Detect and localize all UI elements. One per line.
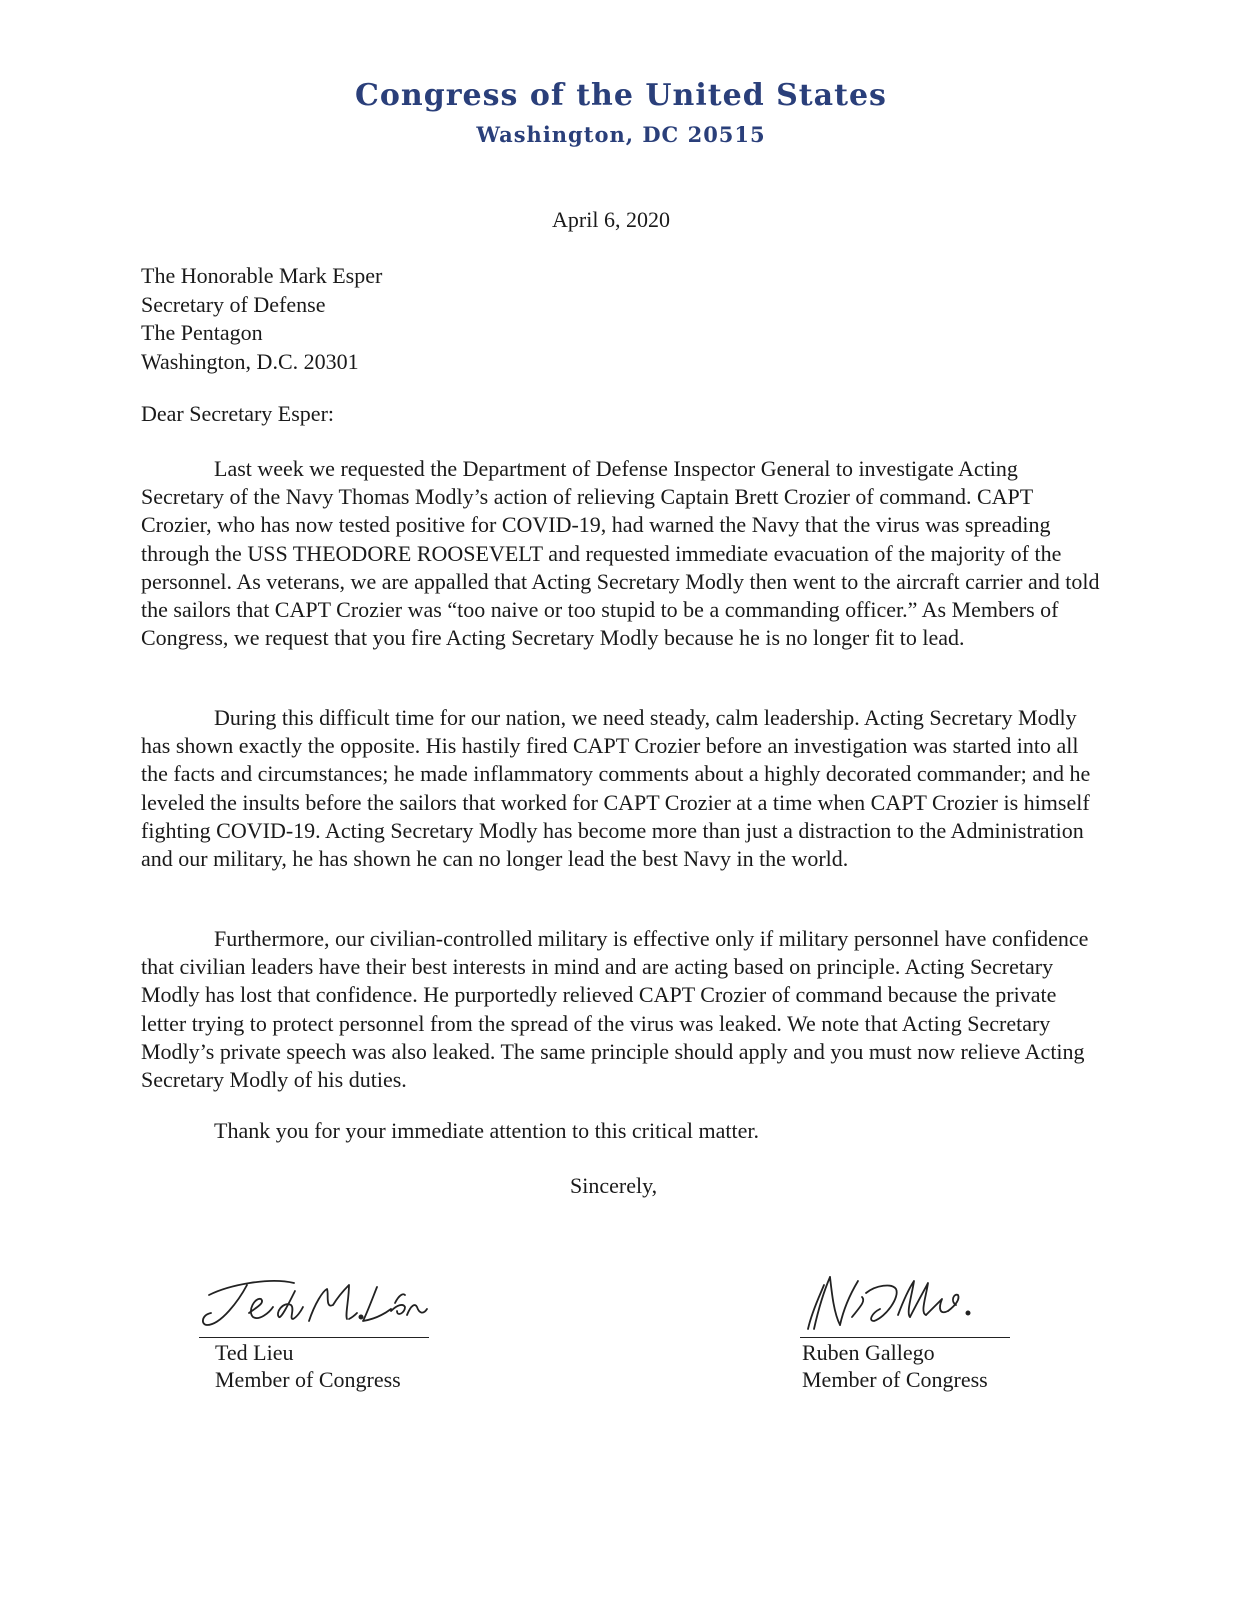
recipient-title: Secretary of Defense [141, 291, 326, 317]
signature-line-gallego [800, 1337, 1010, 1338]
signature-block-gallego [800, 1255, 1010, 1393]
letterhead-title: Congress of the United States [355, 78, 887, 113]
letterhead-address: Washington, DC 20515 [476, 122, 766, 147]
letterhead [0, 72, 1242, 150]
closing: Sincerely, [570, 1173, 658, 1198]
signer-title-gallego: Member of Congress [802, 1367, 988, 1392]
signer-title-lieu: Member of Congress [215, 1367, 401, 1392]
signature-lieu-handwritten [199, 1255, 429, 1337]
letter-date: April 6, 2020 [552, 207, 670, 232]
salutation: Dear Secretary Esper: [141, 401, 335, 426]
recipient-name: The Honorable Mark Esper [141, 263, 383, 288]
signature-line-lieu [199, 1337, 429, 1338]
body-paragraph-4: Thank you for your immediate attention to this critical matter. [214, 1118, 759, 1143]
recipient-city: Washington, D.C. 20301 [141, 348, 359, 374]
signature-gallego-handwritten [800, 1255, 1010, 1337]
recipient-building: The Pentagon [141, 320, 263, 345]
signer-name-lieu: Ted Lieu [215, 1340, 294, 1365]
recipient-address [141, 262, 382, 376]
signature-block-lieu [199, 1255, 429, 1393]
body-paragraph-2: During this difficult time for our nation, we need steady, calm leadership. Acting Secretary Modly has shown exactly the opposite. His hastily fired CAPT Crozier before an investigation was started into all the facts and circumstances; he made inflammatory comments about a highly decorated commander; and he leveled the insults before the sailors that worked for CAPT Crozier at a time when CAPT Crozier is himself fighting COVID-19. Acting Secretary Modly has become more than just a distraction to the Administration and our military, he has shown he can no longer lead the best Navy in the world. [141, 705, 1091, 872]
body-paragraph-1: Last week we requested the Department of Defense Inspector General to investigate Acting Secretary of the Navy Thomas Modly’s action of relieving Captain Brett Crozier of command. CAPT Crozier, who has now tested positive for COVID-19, had warned the Navy that the virus was spreading through the USS THEODORE ROOSEVELT and requested immediate evacuation of the majority of the personnel. As veterans, we are appalled that Acting Secretary Modly then went to the aircraft carrier and told the sailors that CAPT Crozier was “too naive or too stupid to be a commanding officer.” As Members of Congress, we request that you fire Acting Secretary Modly because he is no longer fit to lead. [141, 456, 1100, 651]
signer-name-gallego: Ruben Gallego [802, 1340, 935, 1365]
body-paragraph-3: Furthermore, our civilian-controlled military is effective only if military personnel have confidence that civilian leaders have their best interests in mind and are acting based on principle. Acting Secretary Modly has lost that confidence. He purportedly relieved CAPT Crozier of command because the private letter trying to protect personnel from the spread of the virus was leaked. We note that Acting Secretary Modly’s private speech was also leaked. The same principle should apply and you must now relieve Acting Secretary Modly of his duties. [141, 926, 1089, 1093]
